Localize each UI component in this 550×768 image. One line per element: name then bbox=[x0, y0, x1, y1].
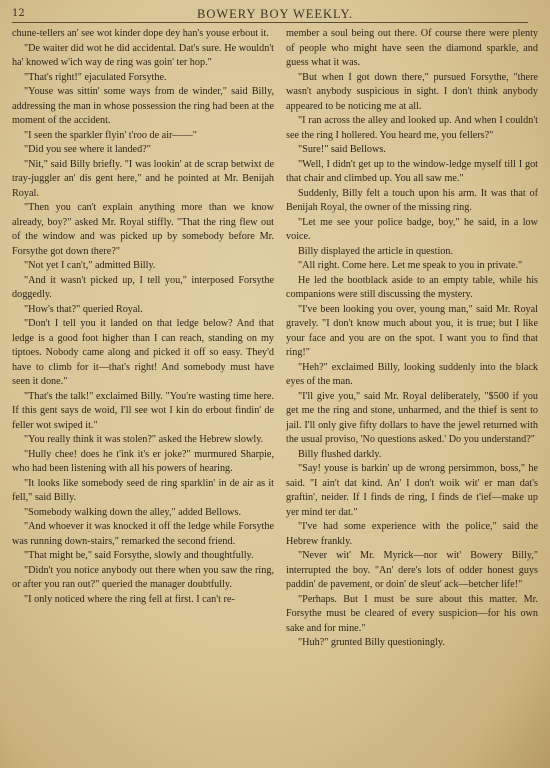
left-column bbox=[12, 27, 274, 607]
paragraph: "Nit," said Billy briefly. "I was lookin' at de scrap betwixt de tray-juggler an' dis gent here," and he pointed at Mr. Benijah Royal. bbox=[12, 158, 274, 199]
paragraph: "Let me see your police badge, boy," he said, in a low voice. bbox=[286, 216, 538, 242]
paragraph: "That's right!" ejaculated Forsythe. bbox=[24, 71, 167, 83]
paragraph: "Sure!" said Bellows. bbox=[298, 144, 386, 155]
page-number: 12 bbox=[12, 8, 25, 19]
paragraph: "That's the talk!" exclaimed Billy. "You're wasting time here. If this gent says de woid, I'll see wot I kin do erbout findin' de feller wot swiped it." bbox=[12, 390, 274, 431]
paragraph: "Huh?" grunted Billy questioningly. bbox=[298, 637, 445, 648]
paragraph: "Somebody walking down the alley," added Bellows. bbox=[24, 506, 242, 518]
paragraph: "How's that?" queried Royal. bbox=[24, 303, 143, 315]
paragraph: "Heh?" exclaimed Billy, looking suddenly into the black eyes of the man. bbox=[286, 361, 538, 387]
paragraph: Suddenly, Billy felt a touch upon his arm. It was that of Benijah Royal, the owner of the missing ring. bbox=[286, 187, 538, 213]
paragraph: "Did you see where it landed?" bbox=[24, 144, 151, 155]
paragraph: "Never wit' Mr. Myrick—nor wit' Bowery Billy," interrupted the boy. "An' dere's lots of odder honest guys paddin' de pavement, or doin' de sleut' ack—betcher life!" bbox=[286, 550, 538, 590]
paragraph: Billy flushed darkly. bbox=[298, 448, 382, 460]
paragraph: "I'll give you," said Mr. Royal deliberately, "$500 if you get me the ring and stone, unharmed, and the thief is sent to jail. I'll only give fifty dollars to have the jewel returned with the usual proviso, 'No questions asked.' Do you understand?" bbox=[286, 390, 538, 445]
paragraph: "I've been looking you over, young man," said Mr. Royal gravely. "I don't know much about you, it is true; but I like your face and you are on the spot. I want you to find that ring!" bbox=[286, 303, 538, 358]
paragraph: "Not yet I can't," admitted Billy. bbox=[24, 260, 156, 271]
paragraph: "I seen the sparkler flyin' t'roo de air——" bbox=[24, 129, 197, 141]
paragraph: "That might be," said Forsythe, slowly and thoughtfully. bbox=[24, 550, 254, 561]
paragraph: "I've had some experience with the police," said the Hebrew frankly. bbox=[286, 521, 538, 547]
paragraph: chune-tellers an' see wot kinder dope dey han's youse erbout it. bbox=[12, 28, 269, 39]
publication-title: BOWERY BOY WEEKLY. bbox=[197, 7, 353, 21]
paragraph: "Youse was sittin' some ways from de winder," said Billy, addressing the man in whose possession the ring had been at the moment of the accident. bbox=[12, 86, 274, 126]
paragraph: "Hully chee! does he t'ink it's er joke?" murmured Sharpie, who had been listening with all his powers of hearing. bbox=[12, 448, 274, 474]
right-column bbox=[286, 27, 538, 651]
paragraph: "And it wasn't picked up, I tell you," interposed Forsythe doggedly. bbox=[12, 274, 274, 300]
paragraph: "It looks like somebody seed de ring sparklin' in de air as it fell," said Billy. bbox=[12, 477, 274, 503]
paragraph: "I only noticed where the ring fell at first. I can't re- bbox=[24, 593, 235, 605]
paragraph: "De waiter did wot he did accidental. Dat's sure. He wouldn't ha' knowed w'ich way de ring was goin' ter hop." bbox=[12, 42, 274, 68]
paragraph: Billy displayed the article in question. bbox=[298, 245, 454, 257]
paragraph: "All right. Come here. Let me speak to you in private." bbox=[298, 260, 523, 271]
header-rule bbox=[12, 22, 528, 23]
paragraph: "But when I got down there," pursued Forsythe, "there wasn't anybody suspicious in sight. I don't think anybody appeared to be noticing me at all. bbox=[286, 71, 538, 112]
paragraph: "Didn't you notice anybody out there when you saw the ring, or after you ran out?" queried the manager doubtfully. bbox=[12, 564, 274, 590]
paragraph: "Then you can't explain anything more than we know already, boy?" asked Mr. Royal stiffly. "That the ring flew out of the window and was picked up by somebody before Mr. Forsythe got down there?" bbox=[12, 202, 274, 257]
paragraph: member a soul being out there. Of course there were plenty of people who might have seen the diamond sparkle, and guess what it was. bbox=[286, 28, 538, 68]
paragraph: "Don't I tell you it landed on that ledge below? And that ledge is a good foot higher than I can reach, standing on my tiptoes. Nobody came along and picked it off so easy. They'd have to climb for it—that's right! And somebody must have seen it done." bbox=[12, 318, 274, 387]
paragraph: He led the bootblack aside to an empty table, while his companions were still discussing the mystery. bbox=[286, 274, 538, 300]
paragraph: "I ran across the alley and looked up. And when I couldn't see the ring I hollered. You heard me, you fellers?" bbox=[286, 115, 538, 141]
paragraph: "Perhaps. But I must be sure about this matter. Mr. Forsythe must be cleared of every suspicion—for his own sake and for mine." bbox=[286, 593, 538, 634]
paragraph: "Well, I didn't get up to the window-ledge myself till I got that chair and climbed up. You all saw me." bbox=[286, 158, 538, 184]
paragraph: "You really think it was stolen?" asked the Hebrew slowly. bbox=[24, 434, 264, 445]
paragraph: "And whoever it was knocked it off the ledge while Forsythe was running down-stairs," remarked the second friend. bbox=[12, 521, 274, 547]
paragraph: "Say! youse is barkin' up de wrong persimmon, boss," he said. "I ain't dat kind. An' I don't woik wit' er man dat's graftin', neider. If I finds de ring, I finds de t'ief—make up yer mind ter dat." bbox=[286, 463, 538, 518]
